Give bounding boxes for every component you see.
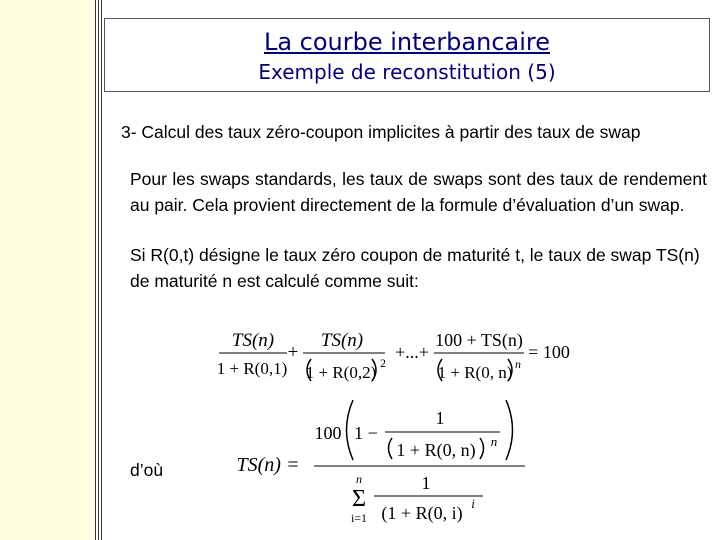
sum-denominator-exponent: i [471,496,475,511]
coefficient-100: 100 [314,423,342,443]
plus-sign: + [287,342,299,363]
term1-denominator: 1 + R(0,1) [216,359,288,378]
lhs-swap-rate: TS(n) = [236,454,300,476]
paren-open [347,400,354,460]
term2-denominator-exponent: 2 [380,356,386,370]
label-dou: d’où [130,460,164,480]
term3-denominator-base: 1 + R(0, n) [437,363,513,382]
equals-100: = 100 [528,342,570,362]
inner-numerator: 1 [435,408,445,428]
page-title: La courbe interbancaire [263,28,551,56]
term3-denominator-exponent: n [515,357,521,371]
sum-lower-limit: i=1 [350,511,368,525]
term1-numerator: TS(n) [231,330,275,351]
sum-denominator-base: (1 + R(0, i) [381,503,463,523]
paragraph-step-3: 3- Calcul des taux zéro-coupon implicites à partir des taux de swap [121,122,641,142]
ellipsis-sum: +...+ [395,342,429,362]
swap-rate-equation [217,330,570,382]
paren-close [506,400,513,460]
paragraph-swap-formula-intro: Si R(0,t) désigne le taux zéro coupon de maturité t, le taux de swap TS(n) de maturité n est calculé comme suit: [130,245,700,291]
sigma-icon: Σ [352,486,366,512]
inner-denominator-base: 1 + R(0, n) [396,440,476,460]
sum-numerator: 1 [421,473,431,493]
inner-denominator-exponent: n [490,434,498,449]
page-subtitle: Exemple de reconstitution (5) [258,60,556,84]
sum-upper-limit: n [356,472,362,486]
paragraph-swap-definition: Pour les swaps standards, les taux de swaps sont des taux de rendement au pair. Cela provient directement de la formule d’évaluation d’un swap. [130,169,707,215]
one-minus: 1 − [354,423,378,443]
term2-numerator: TS(n) [320,330,364,351]
term2-denominator-base: 1 + R(0,2) [305,363,377,382]
paren-open [389,438,393,459]
swap-rate-solution [237,400,525,525]
paren-close [480,438,484,459]
term3-numerator: 100 + TS(n) [435,330,523,350]
